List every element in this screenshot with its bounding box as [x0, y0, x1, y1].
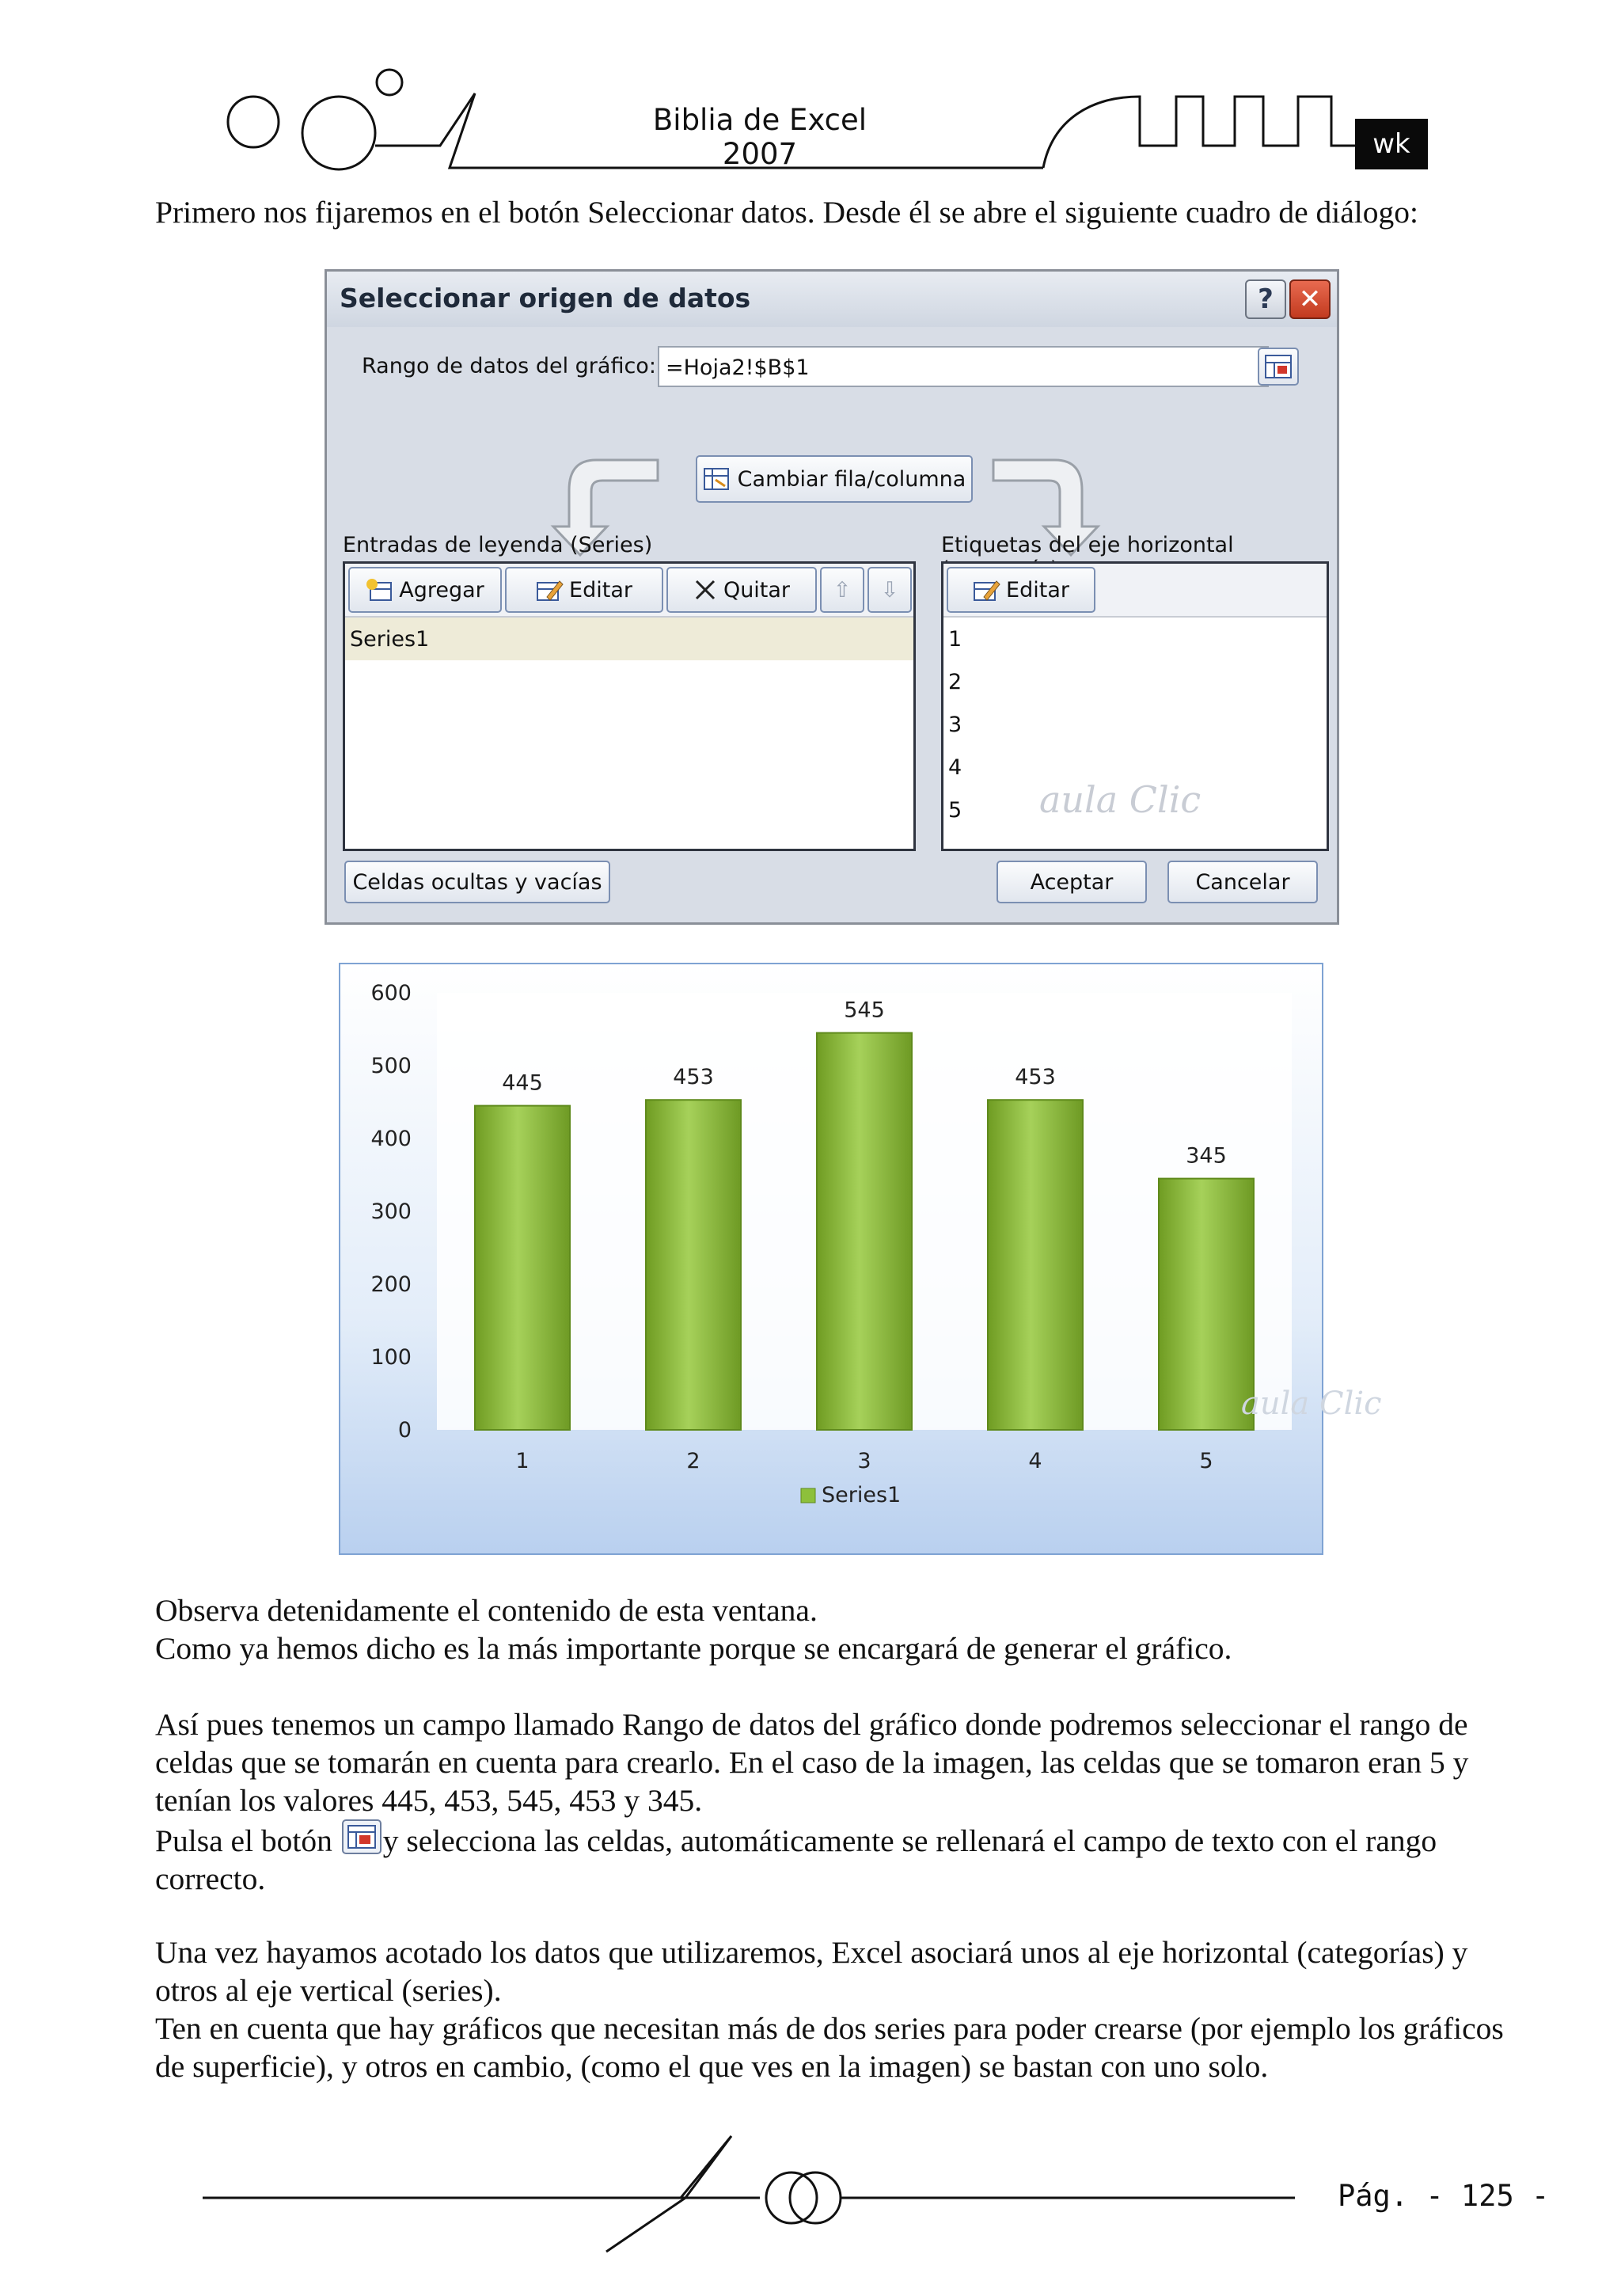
arrow-down-icon: ⇩	[880, 577, 899, 603]
remove-series-label: Quitar	[723, 577, 791, 603]
y-tick-label: 200	[370, 1272, 412, 1297]
category-item[interactable]: 4	[948, 755, 962, 780]
category-item[interactable]: 1	[948, 627, 962, 652]
intro-paragraph: Primero nos fijaremos en el botón Seleccionar datos. Desde él se abre el siguiente cuadro de diálogo:	[155, 195, 1418, 230]
range-input[interactable]: =Hoja2!$B$1	[658, 346, 1269, 387]
collapse-range-button[interactable]	[1258, 348, 1299, 386]
data-label: 445	[502, 1070, 543, 1096]
legend-entry: Series1	[822, 1483, 902, 1507]
accept-button[interactable]: Aceptar	[997, 861, 1147, 903]
bar	[988, 1100, 1083, 1430]
header-title: Biblia de Excel 2007	[652, 103, 867, 171]
paragraph-observa: Observa detenidamente el contenido de esta ventana.	[155, 1593, 818, 1628]
paragraph-como: Como ya hemos dicho es la más importante porque se encargará de generar el gráfico.	[155, 1631, 1232, 1666]
range-picker-icon	[340, 1818, 383, 1856]
switch-label: Cambiar fila/columna	[737, 466, 966, 492]
hidden-empty-cells-button[interactable]: Celdas ocultas y vacías	[344, 861, 610, 903]
close-button[interactable]: ✕	[1289, 279, 1331, 319]
bar	[646, 1100, 741, 1430]
help-button[interactable]: ?	[1245, 279, 1286, 319]
add-icon	[366, 578, 393, 602]
edit-series-label: Editar	[569, 577, 632, 603]
y-tick-label: 600	[370, 981, 412, 1005]
data-label: 453	[1015, 1065, 1056, 1090]
x-tick-label: 1	[515, 1449, 530, 1473]
x-tick-label: 5	[1199, 1449, 1213, 1473]
legend-entries-label: Entradas de leyenda (Series)	[343, 533, 653, 557]
category-item[interactable]: 2	[948, 670, 962, 694]
range-label: Rango de datos del gráfico:	[362, 354, 656, 378]
edit-series-button[interactable]	[505, 567, 663, 613]
edit-category-button[interactable]	[947, 567, 1095, 613]
page-number: Pág. - 125 -	[1338, 2179, 1550, 2213]
dialog-titlebar	[327, 272, 1337, 327]
header-badge: wk	[1355, 119, 1428, 169]
range-picker-icon	[1265, 355, 1292, 378]
cancel-button[interactable]: Cancelar	[1167, 861, 1318, 903]
bar	[475, 1106, 570, 1430]
remove-icon	[693, 578, 717, 602]
edit-icon	[973, 578, 1000, 602]
legend-swatch	[801, 1488, 815, 1503]
bar	[1159, 1179, 1254, 1430]
y-tick-label: 0	[397, 1418, 412, 1443]
dialog-title: Seleccionar origen de datos	[340, 283, 751, 314]
series-selected-row[interactable]	[345, 618, 913, 660]
x-tick-label: 2	[686, 1449, 700, 1473]
paragraph-pulsa	[155, 1818, 1517, 1898]
y-tick-label: 100	[370, 1345, 412, 1370]
data-label: 545	[844, 998, 885, 1023]
dialog-watermark: aula Clic	[1039, 778, 1202, 821]
paragraph-rango: Así pues tenemos un campo llamado Rango de datos del gráfico donde podremos seleccionar el rango de celdas que se tomarán en cuenta para crearlo. En el caso de la imagen, las celdas que se tomaron eran 5 y tenían los valores 445, 453, 545, 453 y 345.	[155, 1707, 1469, 1818]
move-down-button[interactable]	[867, 567, 912, 613]
series-list[interactable]	[343, 561, 916, 851]
bar-chart	[339, 963, 1382, 1555]
edit-category-label: Editar	[1006, 577, 1069, 603]
x-tick-label: 3	[857, 1449, 871, 1473]
paragraph-series: Ten en cuenta que hay gráficos que necesitan más de dos series para poder crearse (por ejemplo los gráficos de superficie), y otros en cambio, (como el que ves en la imagen) se bastan con uno solo.	[155, 2011, 1504, 2084]
chart-watermark: aula Clic	[1241, 1386, 1382, 1422]
bar	[817, 1033, 912, 1430]
y-tick-label: 300	[370, 1199, 412, 1224]
category-item[interactable]: 3	[948, 713, 962, 737]
axis-labels-label: Etiquetas del eje horizontal	[941, 533, 1234, 557]
arrow-up-icon: ⇧	[833, 577, 852, 603]
edit-icon	[536, 578, 563, 602]
paragraph-pulsa-start: Pulsa el botón	[155, 1823, 340, 1858]
switch-row-column-button[interactable]	[696, 455, 973, 503]
move-up-button[interactable]	[820, 567, 864, 613]
y-tick-label: 500	[370, 1054, 412, 1078]
add-series-label: Agregar	[399, 577, 484, 603]
data-label: 345	[1186, 1143, 1227, 1169]
category-item[interactable]: 5	[948, 798, 962, 823]
x-tick-label: 4	[1028, 1449, 1042, 1473]
add-series-button[interactable]	[348, 567, 502, 613]
switch-icon	[703, 466, 731, 492]
select-data-source-dialog	[325, 269, 1339, 925]
remove-series-button[interactable]	[666, 567, 817, 613]
y-tick-label: 400	[370, 1127, 412, 1151]
paragraph-pulsa-end: y selecciona las celdas, automáticamente se rellenará el campo de texto con el rango correcto.	[155, 1823, 1437, 1896]
paragraph-acotado: Una vez hayamos acotado los datos que utilizaremos, Excel asociará unos al eje horizontal (categorías) y otros al eje vertical (series).	[155, 1935, 1468, 2008]
series-item[interactable]: Series1	[350, 627, 430, 652]
data-label: 453	[673, 1065, 714, 1090]
